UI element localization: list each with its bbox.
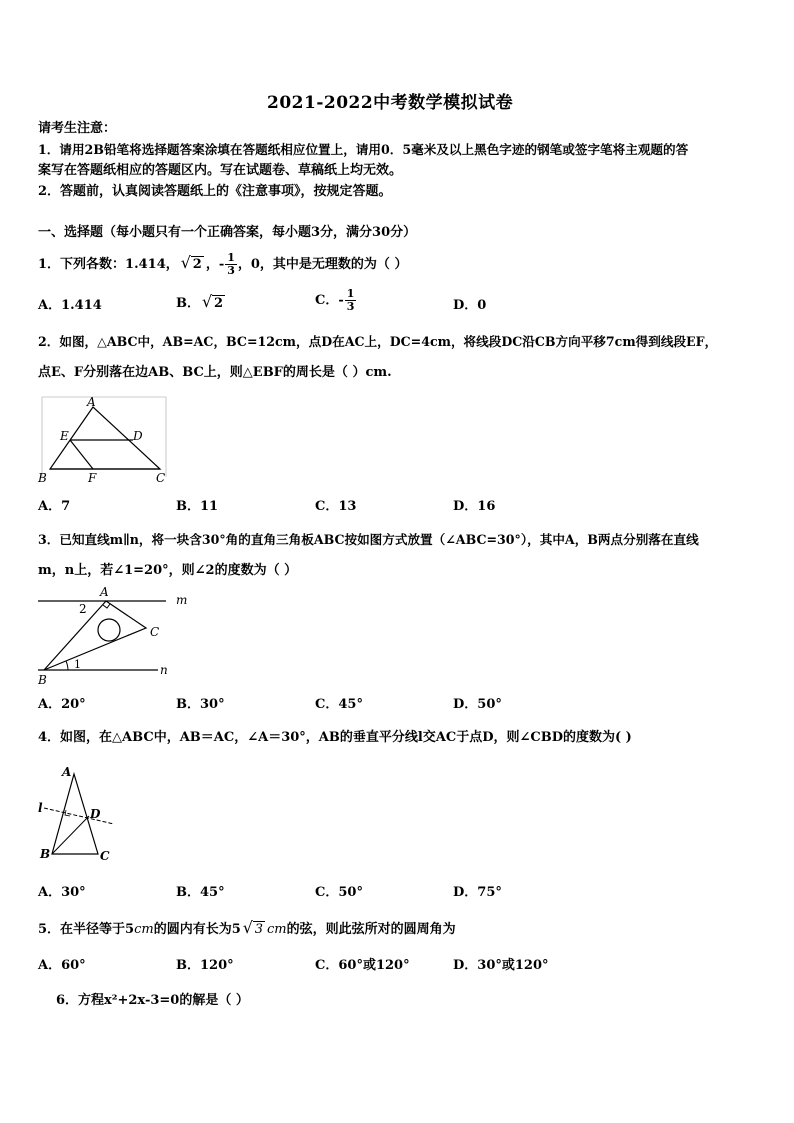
- q1-stem-part-c: ，0，其中是无理数的为（ ）: [237, 257, 408, 272]
- notice-heading: 请考生注意：: [38, 121, 117, 136]
- sqrt-symbol: √ 2: [180, 253, 202, 272]
- fraction-denominator: 3: [227, 264, 235, 277]
- notice-item-2: 2．答题前，认真阅读答题纸上的《注意事项》，按规定答题。: [38, 184, 392, 199]
- q5-option-a: A．60°: [38, 958, 86, 973]
- q2-label-c: C: [156, 471, 166, 485]
- question-5-stem: [38, 919, 456, 941]
- q1-option-b-prefix: B．: [176, 296, 200, 311]
- q3-label-m: m: [176, 593, 188, 607]
- q2-option-b: B．11: [176, 499, 219, 514]
- q4-label-c: C: [100, 849, 110, 863]
- q4-label-l: l: [38, 801, 43, 815]
- q3-label-c: C: [150, 625, 160, 639]
- question-4-line-1: 4．如图，在△ABC中，AB＝AC，∠A＝30°，AB的垂直平分线l交AC于点D，则∠CBD的度数为( ): [38, 730, 632, 745]
- question-6-stem: 6．方程x²+2x-3=0的解是（ ）: [56, 993, 249, 1008]
- q4-option-d: D．75°: [453, 885, 502, 900]
- notice-item-1-line-1: 1．请用2B铅笔将选择题答案涂填在答题纸相应位置上，请用0．5毫米及以上黑色字迹的钢笔或签字笔将主观题的答: [38, 142, 689, 157]
- q4-label-d: D: [90, 807, 101, 821]
- q5-sqrt-value: 3: [254, 922, 264, 937]
- question-2-line-1: 2．如图，△ABC中，AB=AC，BC=12cm，点D在AC上，DC=4cm，将线段DC沿CB方向平移7cm得到线段EF，: [38, 334, 718, 349]
- q5-unit-cm-2: cm: [267, 922, 287, 937]
- q1-option-c: [315, 288, 357, 313]
- q5-option-d: D．30°或120°: [453, 958, 549, 973]
- q3-label-one: 1: [74, 658, 81, 671]
- q2-triangle-figure: [36, 393, 170, 485]
- fraction: [345, 288, 357, 313]
- q1-stem-part-a: 1．下列各数：1.414，: [38, 257, 179, 272]
- q5-stem-part-c: 的弦，则此弦所对的圆周角为: [286, 922, 456, 937]
- q3-option-c: C．45°: [315, 697, 363, 712]
- q4-option-c: C．50°: [315, 885, 363, 900]
- q2-label-b: B: [38, 471, 47, 485]
- q2-option-c: C．13: [315, 499, 357, 514]
- q5-option-b: B．120°: [176, 958, 234, 973]
- q1-option-a: A．1.414: [38, 298, 102, 313]
- q3-option-b: B．30°: [176, 697, 225, 712]
- fraction-numerator: 1: [346, 287, 355, 300]
- q1-sqrt-value: 2: [192, 257, 202, 272]
- fraction-denominator: 3: [346, 300, 355, 313]
- q4-option-a: A．30°: [38, 885, 86, 900]
- q4-triangle-figure: [34, 760, 124, 866]
- page-title: 2021-2022中考数学模拟试卷: [267, 93, 514, 113]
- q4-option-b: B．45°: [176, 885, 225, 900]
- q5-stem-part-a: 5．在半径等于5: [38, 922, 135, 937]
- q2-label-a: A: [87, 395, 96, 409]
- q4-label-a: A: [62, 765, 72, 779]
- question-1-stem: [38, 252, 407, 278]
- q2-label-d: D: [133, 429, 143, 443]
- q4-label-b: B: [40, 847, 51, 861]
- q2-label-e: E: [60, 429, 69, 443]
- q5-unit-cm: cm: [134, 922, 154, 937]
- q2-option-a: A．7: [38, 499, 71, 514]
- question-2-line-2: 点E、F分别落在边AB、BC上，则△EBF的周长是（ ）cm.: [38, 365, 392, 380]
- q3-option-d: D．50°: [453, 697, 502, 712]
- notice-item-1-line-2: 案写在答题纸相应的答题区内。写在试题卷、草稿纸上均无效。: [38, 163, 403, 178]
- q1-option-c-prefix: C．-: [315, 293, 344, 308]
- q3-label-a: A: [100, 585, 109, 599]
- section-heading: 一、选择题（每小题只有一个正确答案，每小题3分，满分30分）: [38, 225, 417, 240]
- fraction: [225, 252, 237, 277]
- q3-option-a: A．20°: [38, 697, 86, 712]
- fraction-numerator: 1: [227, 251, 235, 264]
- q5-option-c: C．60°或120°: [315, 958, 410, 973]
- sqrt-symbol: √ 3: [242, 918, 264, 937]
- q2-label-f: F: [88, 471, 97, 485]
- q3-label-n: n: [160, 663, 168, 677]
- question-3-line-1: 3．已知直线m∥n，将一块含30°角的直角三角板ABC按如图方式放置（∠ABC=30°），其中A，B两点分别落在直线: [38, 532, 699, 547]
- q3-label-two: 2: [79, 602, 87, 616]
- q1-option-b-sqrt-value: 2: [214, 296, 224, 311]
- sqrt-symbol: √ 2: [202, 292, 224, 311]
- q1-option-d: D．0: [453, 298, 487, 313]
- q2-option-d: D．16: [453, 499, 496, 514]
- q1-option-b: [176, 292, 227, 313]
- question-3-line-2: m，n上，若∠1=20°，则∠2的度数为（ ）: [38, 563, 298, 578]
- q5-stem-part-b: 的圆内有长为5: [153, 922, 241, 937]
- q3-label-b: B: [38, 673, 47, 687]
- q3-parallel-lines-figure: [34, 584, 194, 688]
- q1-stem-part-b: ，-: [205, 257, 225, 272]
